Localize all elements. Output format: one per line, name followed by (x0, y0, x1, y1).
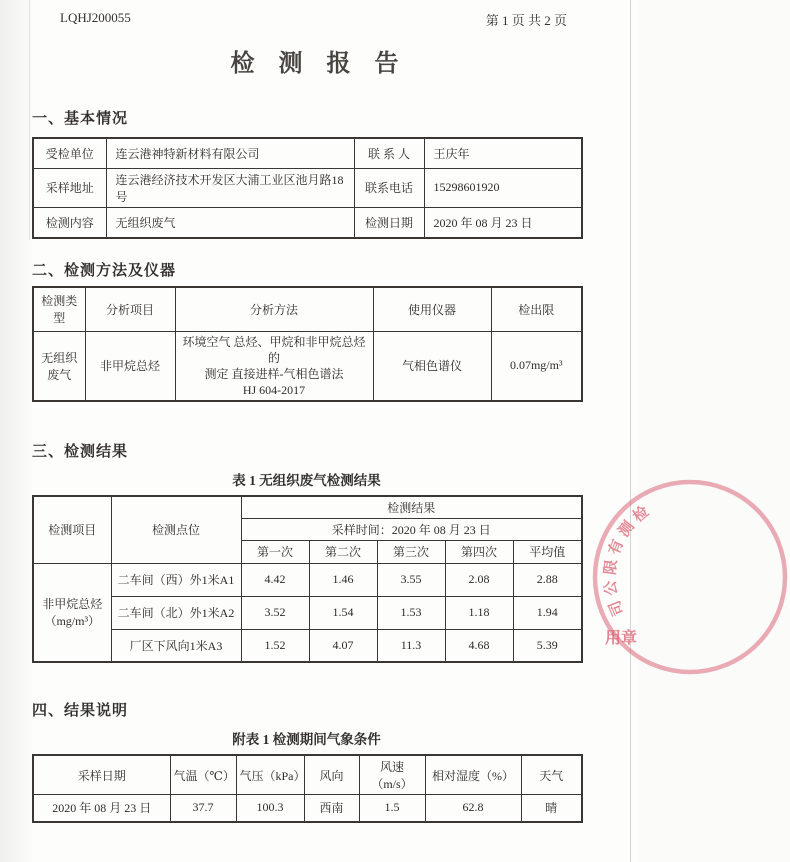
table-cell: 2.88 (513, 563, 582, 596)
document-content (32, 107, 581, 823)
table-cell: 采样地址 (33, 168, 106, 207)
report-number: LQHJ200055 (60, 10, 131, 25)
table-cell: 联 系 人 (354, 138, 424, 168)
table-cell (175, 331, 373, 401)
table-cell: 相对湿度（%） (425, 755, 521, 795)
table-cell: 分析项目 (85, 287, 175, 331)
svg-text:测: 测 (615, 518, 638, 541)
table-cell: 1.94 (513, 596, 582, 629)
table-cell: 连云港神特新材料有限公司 (106, 138, 354, 168)
table-row (33, 138, 582, 168)
table-cell: 第三次 (377, 540, 445, 563)
table-cell: 受检单位 (33, 138, 106, 168)
table-cell: 王庆年 (424, 138, 582, 168)
table-row (33, 287, 582, 331)
table-cell: 5.39 (513, 629, 582, 662)
table-cell: 西南 (304, 795, 359, 822)
table-cell: 第二次 (309, 540, 377, 563)
svg-text:公: 公 (602, 579, 621, 597)
table-cell: 0.07mg/m³ (491, 331, 582, 401)
section-heading-basic-info: 一、基本情况 (32, 111, 129, 127)
table-cell: 天气 (521, 755, 582, 795)
basic-info-table (32, 137, 583, 239)
table-cell: 1.5 (359, 795, 425, 822)
document-title: 检 测 报 告 (230, 51, 408, 77)
table-cell: 1.52 (241, 629, 309, 662)
table-cell: 晴 (521, 795, 582, 822)
table-cell: 100.3 (236, 795, 304, 822)
stamp-bottom-text: 用章 (604, 630, 638, 647)
table-row (33, 168, 582, 207)
result-table (32, 495, 583, 664)
table-cell: 62.8 (425, 795, 521, 822)
table-cell: 风向 (304, 755, 359, 795)
table-cell: 检测点位 (111, 496, 241, 564)
section-heading-results: 三、检测结果 (32, 443, 129, 460)
weather-table (32, 754, 583, 823)
svg-text:限: 限 (602, 558, 621, 576)
table-cell: 检测项目 (33, 496, 111, 564)
scan-edge-artifact (29, 0, 30, 240)
table-cell: 第一次 (241, 540, 309, 563)
table-row (33, 795, 582, 822)
table-cell: 4.07 (309, 629, 377, 662)
section-heading-conclusion: 四、结果说明 (32, 703, 129, 719)
svg-text:检: 检 (630, 503, 653, 526)
result-item-unit: （mg/m³） (44, 614, 101, 629)
table-cell: 1.46 (309, 563, 377, 596)
svg-text:有: 有 (606, 537, 627, 558)
method-table (32, 286, 583, 402)
table-cell: 采样日期 (33, 755, 170, 795)
table-cell: 无组织废气 (106, 207, 354, 238)
table-cell: 分析方法 (175, 287, 373, 331)
table-row (33, 331, 582, 401)
table-cell: 检测日期 (354, 207, 424, 238)
table-cell: 2020 年 08 月 23 日 (424, 207, 582, 238)
weather-table-caption: 附表 1 检测期间气象条件 (232, 732, 381, 747)
table-row (33, 755, 582, 795)
table-cell: 连云港经济技术开发区大浦工业区池月路18号 (106, 168, 354, 207)
method-text-line: 测定 直接进样-气相色谱法 (204, 366, 344, 381)
table-cell: 1.53 (377, 596, 445, 629)
table-cell: 1.54 (309, 596, 377, 629)
page-edge-line (630, 0, 631, 862)
table-cell: 检测结果 (241, 496, 582, 519)
table-row (33, 596, 582, 629)
red-stamp-seal (530, 467, 790, 692)
table-cell: 2020 年 08 月 23 日 (33, 795, 170, 822)
svg-text:司: 司 (607, 597, 628, 618)
table-cell: 第四次 (445, 540, 513, 563)
table-cell: 3.55 (377, 563, 445, 596)
page-indicator: 第 1 页 共 2 页 (485, 13, 567, 28)
table-cell: 无组织废气 (33, 331, 85, 401)
table-cell: 联系电话 (354, 168, 424, 207)
table-row (33, 563, 582, 596)
table-cell: 检测类型 (33, 287, 85, 331)
table-cell: 检测内容 (33, 207, 106, 238)
table-row (33, 629, 582, 662)
table-row (33, 207, 582, 238)
table-cell (33, 563, 111, 662)
table-cell: 二车间（北）外1米A2 (111, 596, 241, 629)
method-text-line: 环境空气 总烃、甲烷和非甲烷总烃的 (182, 334, 366, 365)
table-cell: 二车间（西）外1米A1 (111, 563, 241, 596)
table-cell: 2.08 (445, 563, 513, 596)
stamp-arc-text (601, 502, 653, 619)
table-cell: 厂区下风向1米A3 (111, 629, 241, 662)
table-cell: 风速（m/s） (359, 755, 425, 795)
table-cell: 4.68 (445, 629, 513, 662)
table-cell: 平均值 (513, 540, 582, 563)
table-cell: 4.42 (241, 563, 309, 596)
document-header (0, 0, 638, 29)
table-cell: 采样时间：2020 年 08 月 23 日 (241, 518, 582, 540)
table-cell: 37.7 (170, 795, 236, 822)
table-row (33, 496, 582, 519)
table-cell: 气压（kPa） (236, 755, 304, 795)
table-cell: 3.52 (241, 596, 309, 629)
table-cell: 15298601920 (424, 168, 582, 207)
result-table-caption: 表 1 无组织废气检测结果 (232, 472, 381, 488)
table-cell: 气温（℃） (170, 755, 236, 795)
method-text-line: HJ 604-2017 (242, 382, 306, 397)
table-cell: 使用仪器 (373, 287, 491, 331)
table-cell: 检出限 (491, 287, 582, 331)
table-cell: 非甲烷总烃 (85, 331, 175, 401)
table-cell: 11.3 (377, 629, 445, 662)
result-item-name: 非甲烷总烃 (42, 597, 103, 612)
section-heading-methods: 二、检测方法及仪器 (32, 263, 177, 279)
table-cell: 1.18 (445, 596, 513, 629)
table-cell: 气相色谱仪 (373, 331, 491, 401)
